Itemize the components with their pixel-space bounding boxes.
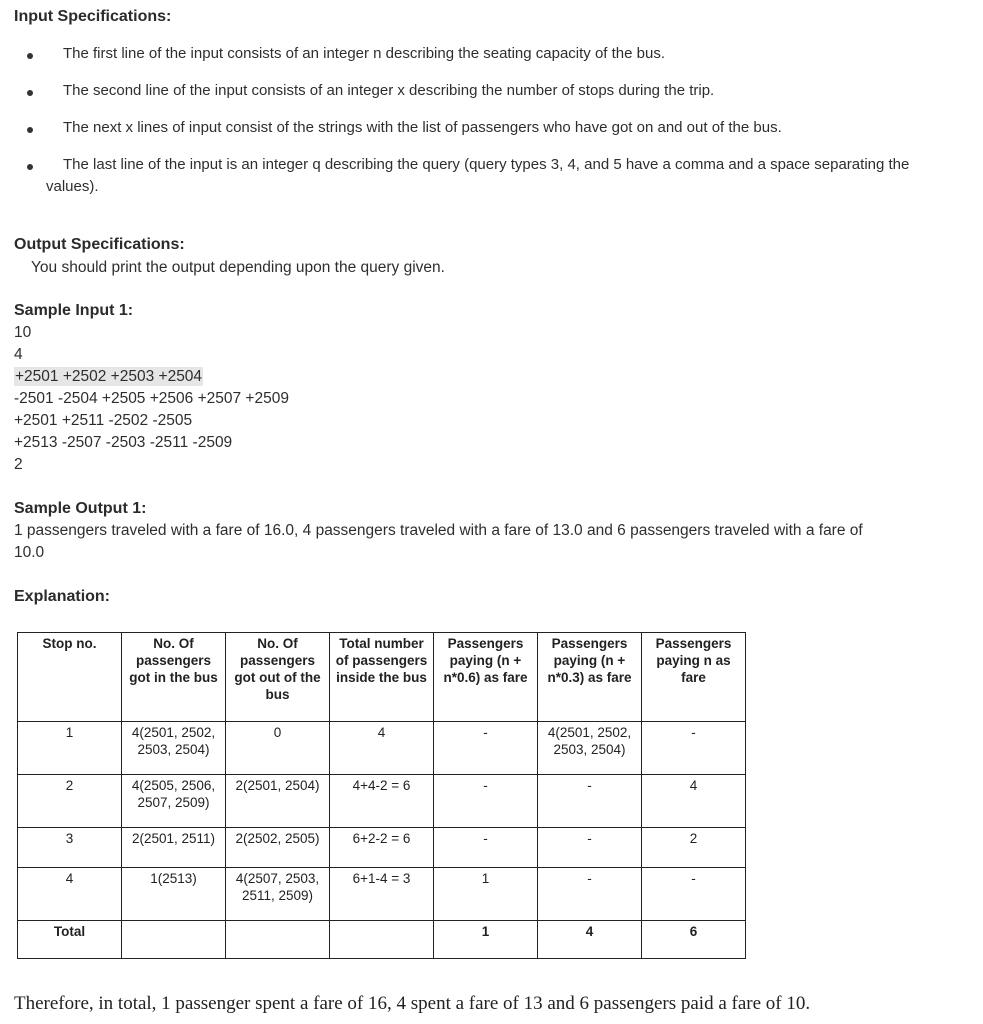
table-cell: -: [538, 828, 642, 868]
sample-input-heading: Sample Input 1:: [14, 302, 134, 319]
table-cell: -: [434, 828, 538, 868]
header-cell: Passengers paying (n + n*0.3) as fare: [538, 633, 642, 722]
sample-input-line: +2513 -2507 -2503 -2511 -2509: [14, 434, 233, 451]
table-cell: 4: [642, 775, 746, 828]
header-cell: No. Of passengers got out of the bus: [226, 633, 330, 722]
table-total-row: [18, 921, 746, 959]
table-cell: [226, 921, 330, 959]
sample-input-line: [14, 368, 203, 386]
table-cell: 4(2501, 2502, 2503, 2504): [122, 722, 226, 775]
output-spec-text: You should print the output depending upon the query given.: [31, 259, 445, 276]
table-row: [18, 722, 746, 775]
bullet-text: The next x lines of input consist of the strings with the list of passengers who have got on and out of the bus.: [63, 119, 782, 136]
table-row: [18, 868, 746, 921]
table-cell: 4+4-2 = 6: [330, 775, 434, 828]
table-cell: 3: [18, 828, 122, 868]
bullet-icon: [27, 53, 33, 59]
table-cell: 1(2513): [122, 868, 226, 921]
table-cell: 2: [18, 775, 122, 828]
table-cell: Total: [18, 921, 122, 959]
header-cell: Passengers paying n as fare: [642, 633, 746, 722]
bullet-icon: [27, 127, 33, 133]
table-cell: 4(2507, 2503, 2511, 2509): [226, 868, 330, 921]
bullet-continuation: values).: [46, 178, 99, 195]
table-row: [18, 828, 746, 868]
table-cell: 2(2502, 2505): [226, 828, 330, 868]
sample-input-line: -2501 -2504 +2505 +2506 +2507 +2509: [14, 390, 289, 407]
explanation-heading: Explanation:: [14, 588, 111, 605]
table-cell: 4: [538, 921, 642, 959]
table-cell: -: [642, 868, 746, 921]
table-cell: -: [538, 868, 642, 921]
bullet-icon: [27, 164, 33, 170]
bullet-icon: [27, 90, 33, 96]
table-cell: 1: [434, 868, 538, 921]
bullet-text: The last line of the input is an integer q describing the query (query types 3, 4, and 5 have a comma and a space separating the: [63, 156, 910, 173]
table-cell: 6+2-2 = 6: [330, 828, 434, 868]
sample-output-line: 10.0: [14, 544, 45, 561]
table-cell: 1: [434, 921, 538, 959]
sample-input-line: 2: [14, 456, 23, 473]
table-cell: 6+1-4 = 3: [330, 868, 434, 921]
table-cell: 2(2501, 2504): [226, 775, 330, 828]
table-cell: 2(2501, 2511): [122, 828, 226, 868]
explanation-table: [17, 632, 746, 959]
table-cell: 6: [642, 921, 746, 959]
table-cell: -: [434, 775, 538, 828]
table-cell: [330, 921, 434, 959]
table-cell: -: [434, 722, 538, 775]
table-row: [18, 775, 746, 828]
bullet-text: The second line of the input consists of an integer x describing the number of stops during the trip.: [63, 82, 715, 99]
table-cell: 4: [18, 868, 122, 921]
sample-input-line: 4: [14, 346, 23, 363]
header-cell: No. Of passengers got in the bus: [122, 633, 226, 722]
table-cell: -: [538, 775, 642, 828]
sample-output-line: 1 passengers traveled with a fare of 16.0, 4 passengers traveled with a fare of 13.0 and 6 passengers traveled with a fare of: [14, 522, 863, 539]
input-spec-heading: Input Specifications:: [14, 8, 172, 25]
table-cell: -: [642, 722, 746, 775]
header-cell: Stop no.: [18, 633, 122, 722]
bullet-text: The first line of the input consists of an integer n describing the seating capacity of the bus.: [63, 45, 666, 62]
table-cell: 4(2501, 2502, 2503, 2504): [538, 722, 642, 775]
highlighted-text: +2501 +2502 +2503 +2504: [15, 368, 203, 385]
table-cell: 4(2505, 2506, 2507, 2509): [122, 775, 226, 828]
table-cell: 2: [642, 828, 746, 868]
output-spec-heading: Output Specifications:: [14, 236, 185, 253]
table-cell: [122, 921, 226, 959]
header-cell: Total number of passengers inside the bus: [330, 633, 434, 722]
conclusion-text: Therefore, in total, 1 passenger spent a fare of 16, 4 spent a fare of 13 and 6 passengers paid a fare of 10.: [14, 993, 811, 1014]
table-cell: 4: [330, 722, 434, 775]
sample-output-heading: Sample Output 1:: [14, 500, 147, 517]
sample-input-line: +2501 +2511 -2502 -2505: [14, 412, 193, 429]
table-cell: 1: [18, 722, 122, 775]
table-header-row: [18, 633, 746, 722]
sample-input-line: 10: [14, 324, 32, 341]
header-cell: Passengers paying (n + n*0.6) as fare: [434, 633, 538, 722]
table-cell: 0: [226, 722, 330, 775]
